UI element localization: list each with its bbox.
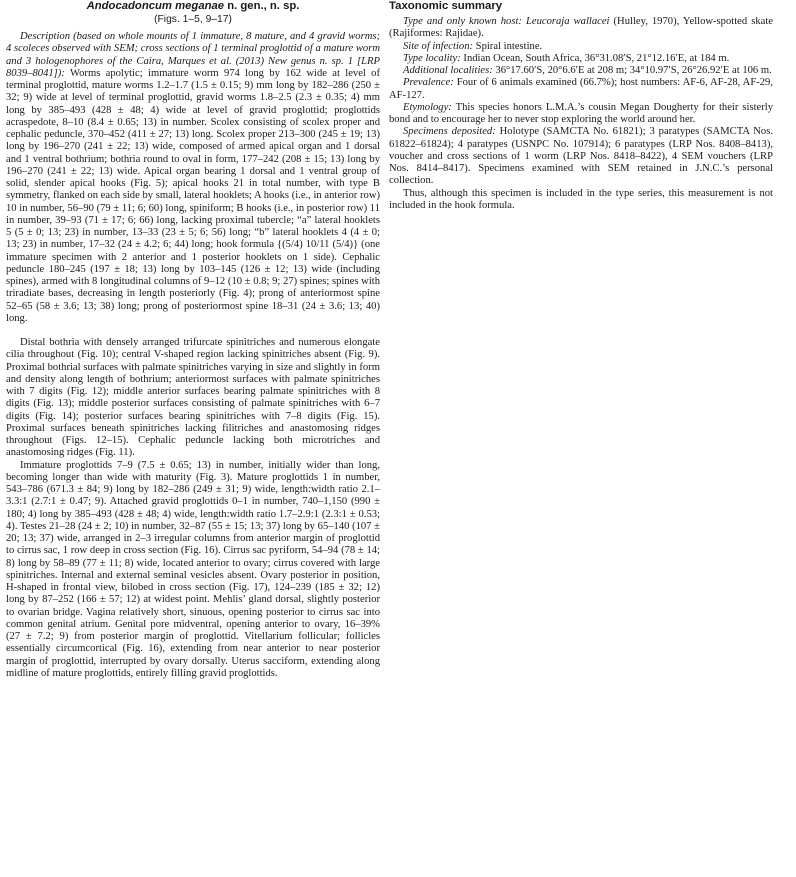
taxonomic-summary-heading: Taxonomic summary xyxy=(389,0,503,12)
description-text: Worms apolytic; immature worm 974 long by 162 wide at level of terminal proglottid, mature worms 1.2–1.7 (1.5 ± 0.15; 9) mm long by 182–286 (250 ± 32; 9) wide at level of terminal proglottid, gravid worms 1.8–2.5 (2.3 ± 0.35; 4) mm long by 385–493 (428 ± 48; 4) wide at level of gravid proglottid; proglottids acraspedote, 8–10 (8.4 ± 0.65; 13) in number. Scolex consisting of scolex proper and cephalic peduncle, 370–452 (411 ± 27; 13) long. Scolex proper 213–300 (245 ± 19; 13) long by 196–270 (241 ± 22; 13) wide, composed of armed apical organ and 1 dorsal and 1 ventral bothrium; bothria round to oval in form, 177–242 (208 ± 15; 13) long by 196–270 (241 ± 22; 13) wide. Apical organ bearing 1 dorsal and 1 ventral group of solid, slender apical hooks (Fig. 5); apical hooks 21 in total number, with type B symmetry, flanked on each side by small, lateral hooklets; A hooks (i.e., in anterior row) 10 in number, 56–90 (79 ± 11; 6; 60) long, spiniform; B hooks (i.e., in posterior row) 11 in number, 39–93 (71 ± 17; 6; 66) long, lacking proximal tubercle; “a” lateral hooklets 5 (5 ± 0; 13; 23) in number, 13–33 (23 ± 5; 6; 56) long; “b” lateral hooklets 4 (4 ± 0; 13; 23) in number, 17–32 (24 ± 4.2; 6; 44) long; hook formula {(5/4) 10/11 (5/4)} (one immature specimen with 2 anterior and 1 posterior hooklets on 1 side). Cephalic peduncle 180–245 (197 ± 18; 13) long by 103–145 (126 ± 12; 13) wide (including spines), armed with 8 longitudinal columns of 9–12 (10 ± 0.8; 9; 27) spines; spines with triradiate bases, decreasing in length posteriorly (Fig. 4); prong of anteriormost spine 52–65 (58 ± 3.6; 13; 38) long; prong of posteriormost spine 18–31 (24 ± 3.6; 13; 40) long. xyxy=(6,67,380,324)
host-entry xyxy=(389,16,773,41)
left-column xyxy=(6,0,380,680)
etymology-label: Etymology: xyxy=(403,101,452,113)
species-status: n. gen., n. sp. xyxy=(224,0,300,12)
host-species: Leucoraja wallacei xyxy=(521,16,610,27)
host-label: Type and only known host: xyxy=(403,16,522,27)
specimens-label: Specimens deposited: xyxy=(403,126,496,138)
proglottid-paragraph: Immature proglottids 7–9 (7.5 ± 0.65; 13) in number, initially wider than long, becoming longer than wide with maturity (Fig. 3). Mature proglottids 1 in number, 543–786 (671.3 ± 84; 9) long by 182–286 (249 ± 31; 9) wide, length:width ratio 2.1–3.3:1 (2.7:1 ± 0.47; 9). Attached gravid proglottids 0–1 in number, 740–1,150 (990 ± 180; 4) long by 385–493 (428 ± 48; 4) wide, length:width ratio 1.7–2.9:1 (2.3:1 ± 0.53; 4). Testes 21–28 (24 ± 2; 10) in number, 32–87 (55 ± 15; 13; 37) long by 65–140 (107 ± 20; 13; 37) wide, arranged in 2–3 irregular columns from anterior margin of proglottid to cirrus sac, 1 row deep in cross section (Fig. 16). Cirrus sac pyriform, 54–94 (78 ± 14; 8) long by 58–89 (77 ± 11; 8) wide, located anterior to ovary; cirrus covered with large spinitriches. Internal and external seminal vesicles absent. Ovary posterior in position, H-shaped in frontal view, bilobed in cross section (Fig. 17), 124–239 (185 ± 32; 12) long by 87–252 (166 ± 57; 12) at widest point. Mehlis’ gland dorsal, slightly posterior to ovarian bridge. Vagina relatively short, sinuous, opening posterior to cirrus sac into common genital atrium. Genital pore midventral, opening anterior to ovary, 16–39% (27 ± 7.2; 9) from posterior margin of proglottid. Vitellarium follicular; follicles essentially circumcortical (Fig. 16), extending from near anterior to near posterior margin of proglottid, interrupted by ovary dorsally. Uterus sacciform, extending along midline of mature proglottids, entirely filling gravid proglottids. xyxy=(6,459,380,679)
locality-entry xyxy=(389,53,773,65)
site-text: Spiral intestine. xyxy=(473,40,543,52)
etymology-entry xyxy=(389,102,773,127)
description-paragraph xyxy=(6,31,380,325)
species-name: Andocadoncum meganae xyxy=(86,0,225,12)
site-entry xyxy=(389,41,773,53)
host-text: (Hulley, 1970), Yellow-spotted skate (Rajiformes: Rajidae). xyxy=(389,16,773,40)
description-label: Description xyxy=(20,31,71,42)
prevalence-label: Prevalence: xyxy=(403,77,454,89)
specimens-entry xyxy=(389,126,773,187)
specimens-text: Holotype (SAMCTA No. 61821); 3 paratypes (SAMCTA Nos. 61822–61824); 4 paratypes (USNPC No. 107914); 6 paratypes (LRP Nos. 8408–8413), voucher and cross sections of 1 worm (LRP Nos. 8418–8422), 4 SEM vouchers (LRP Nos. 8414–8417). Specimens examined with SEM retained in J.N.C.’s personal collection. xyxy=(389,126,773,187)
additional-localities-label: Additional localities: xyxy=(403,65,493,76)
prevalence-entry xyxy=(389,77,773,102)
locality-text: Indian Ocean, South Africa, 36°31.08′S, 21°12.16′E, at 184 m. xyxy=(460,52,730,64)
bothrial-surface-paragraph: Distal bothria with densely arranged trifurcate spinitriches and numerous elongate cilia throughout (Fig. 10); central V-shaped region lacking spinitriches absent (Fig. 9). Proximal bothrial surfaces with palmate spinitriches varying in size and slightly in form and density along length of bothrium; anteriormost surfaces with palmate spinitriches with 7 digits (Fig. 12); middle anterior surfaces bearing palmate spinitriches with 8 digits (Fig. 13); middle posterior surfaces consisting of palmate spinitriches with 6–7 digits (Fig. 14); posterior surfaces bearing spinitriches with 7–8 digits (Fig. 15). Proximal surfaces beneath spinitriches lacking filitriches and anastomosing ridges throughout (Figs. 12–15). Cephalic peduncle lacking both microtriches and anastomosing ridges (Fig. 11). xyxy=(6,337,380,459)
additional-localities-text: 36°17.60′S, 20°6.6′E at 208 m; 34°10.97′S, 26°26.92′E at 106 m. xyxy=(492,65,772,76)
species-title xyxy=(6,0,380,13)
site-label: Site of infection: xyxy=(403,40,474,52)
right-column xyxy=(389,0,773,212)
description-materials: (based on whole mounts of 1 immature, 8 mature, and 4 gravid worms; 4 scoleces observed with SEM; cross sections of 1 terminal proglottid of a mature worm and 3 hologenophores of the Caira, Marques et al. (2013) New genus n. sp. 1 [LRP 8039–8041]): xyxy=(6,31,380,79)
locality-label: Type locality: xyxy=(403,52,461,64)
hook-formula-note: Thus, although this specimen is included in the type series, this measurement is not included in the hook formula. xyxy=(389,187,773,211)
etymology-text: This species honors L.M.A.’s cousin Megan Dougherty for their sisterly bond and to encourage her to never stop exploring the world around her. xyxy=(389,101,773,125)
figure-reference: (Figs. 1–5, 9–17) xyxy=(154,14,232,25)
additional-localities-entry xyxy=(389,65,773,77)
prevalence-text: Four of 6 animals examined (66.7%); host numbers: AF-6, AF-28, AF-29, AF-127. xyxy=(389,77,773,101)
